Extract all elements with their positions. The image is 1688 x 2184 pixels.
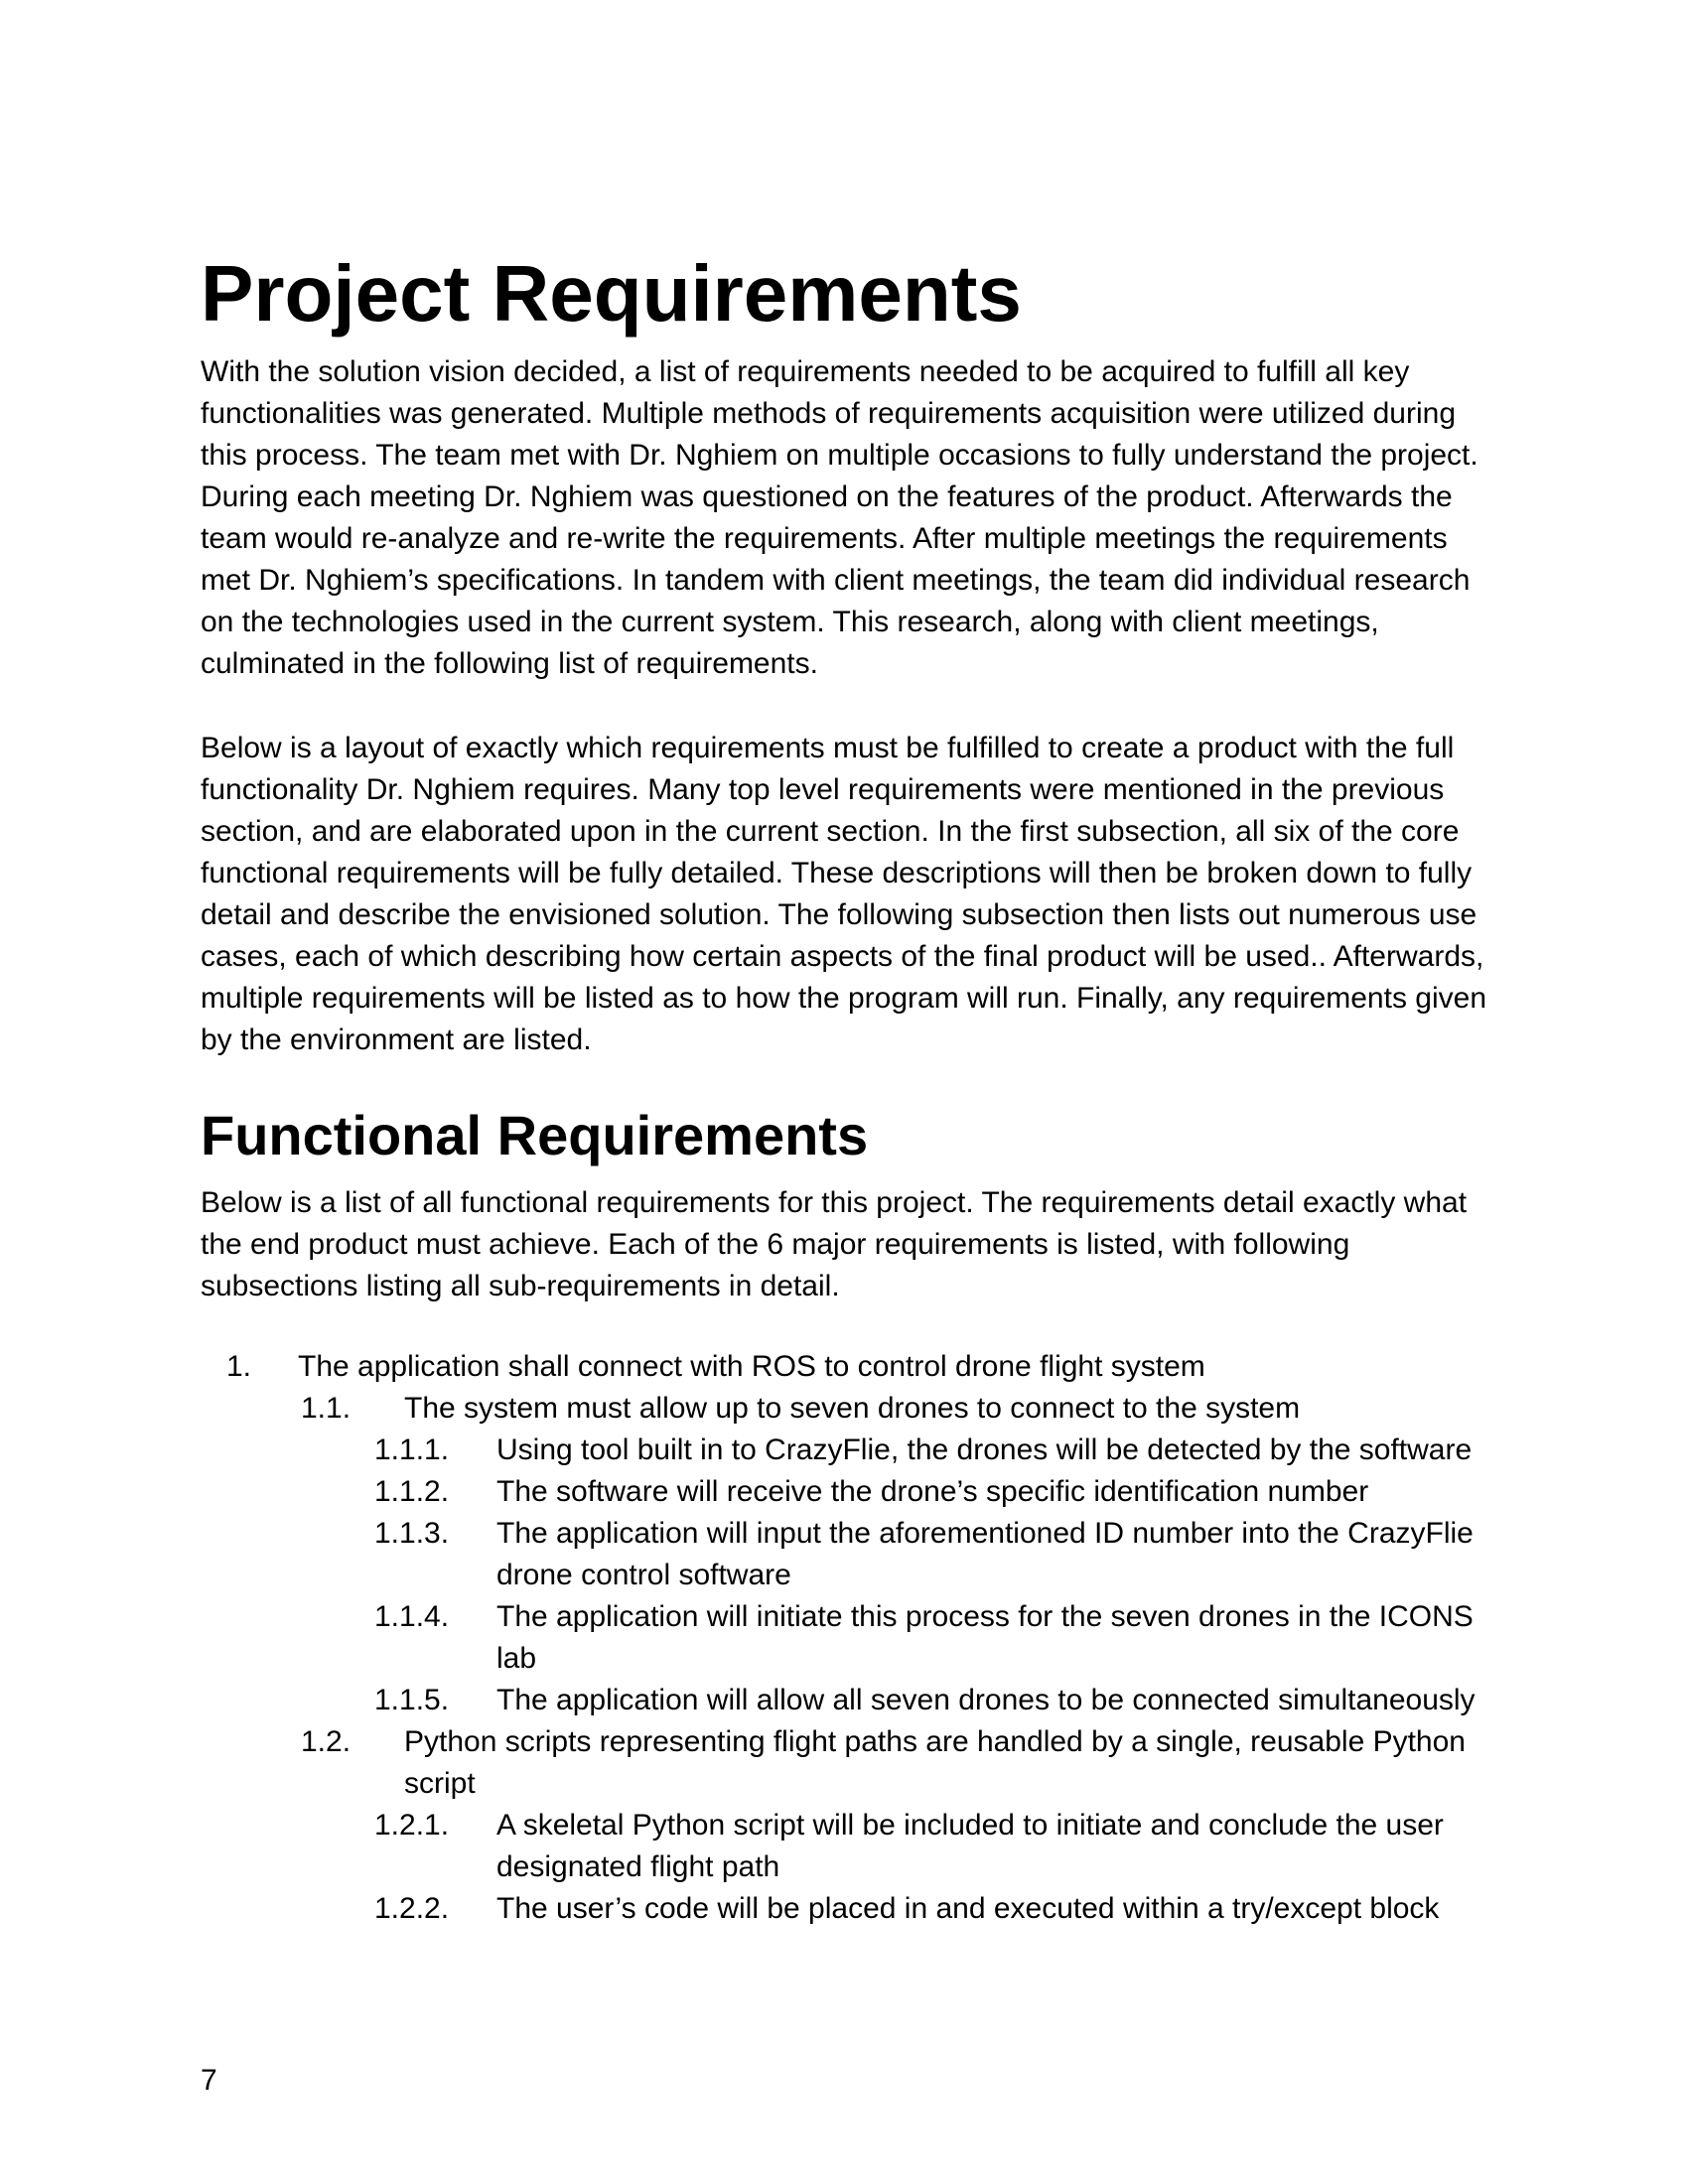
section-paragraph: Below is a list of all functional requirements for this project. The requirements detail exactly what the end product must achieve. Each of the 6 major requirements is listed, with following subsections listing all sub-requirements in detail. [201,1186,1468,1302]
list-item [201,1888,1491,1930]
intro-paragraph-2: Below is a layout of exactly which requirements must be fulfilled to create a product with the full functionality Dr. Nghiem requires. Many top level requirements were mentioned in the previous section, and are elaborated upon in the current section. In the first subsection, all six of the core functional requirements will be fully detailed. These descriptions will then be broken down to fully detail and describe the envisioned solution. The following subsection then lists out numerous use cases, each of which describing how certain aspects of the final product will be used.. Afterwards, multiple requirements will be listed as to how the program will run. Finally, any requirements given by the environment are listed. [201,732,1487,1056]
list-item [201,1805,1491,1888]
list-item-text: The application will input the aforementioned ID number into the CrazyFlie drone control software [496,1517,1474,1591]
list-item-number: 1.1.1. [374,1433,450,1466]
list-item-text: A skeletal Python script will be included to initiate and conclude the user designated flight path [496,1809,1444,1883]
list-item-number: 1.2. [301,1725,352,1758]
list-item-text: Using tool built in to CrazyFlie, the drones will be detected by the software [496,1433,1473,1466]
intro-paragraph-1: With the solution vision decided, a list of requirements needed to be acquired to fulfill all key functionalities was generated. Multiple methods of requirements acquisition were utilized during this process. The team met with Dr. Nghiem on multiple occasions to fully understand the project. During each meeting Dr. Nghiem was questioned on the features of the product. Afterwards the team would re-analyze and re-write the requirements. After multiple meetings the requirements met Dr. Nghiem’s specifications. In tandem with client meetings, the team did individual research on the technologies used in the current system. This research, along with client meetings, culminated in the following list of requirements. [201,355,1478,680]
list-item [201,1346,1491,1388]
list-item-text: The application will allow all seven drones to be connected simultaneously [496,1684,1476,1716]
section-heading: Functional Requirements [201,1104,869,1166]
list-item [201,1471,1491,1513]
list-item-text: Python scripts representing flight paths are handled by a single, reusable Python script [404,1725,1466,1800]
list-item [201,1680,1491,1721]
list-item [201,1513,1491,1596]
list-item-text: The application will initiate this process for the seven drones in the ICONS lab [496,1600,1474,1675]
list-item-number: 1.1.4. [374,1600,450,1633]
list-item-number: 1.1. [301,1392,352,1425]
list-item-text: The system must allow up to seven drones to connect to the system [404,1392,1301,1425]
list-item-number: 1.1.2. [374,1475,450,1508]
list-item-number: 1.1.5. [374,1684,450,1716]
page-number: 7 [201,2064,217,2097]
list-item-number: 1. [226,1350,252,1383]
list-item [201,1721,1491,1805]
list-item-text: The user’s code will be placed in and executed within a try/except block [496,1892,1440,1925]
requirements-list [201,1346,1491,1930]
list-item [201,1430,1491,1471]
list-item-number: 1.1.3. [374,1517,450,1550]
list-item [201,1388,1491,1430]
list-item-text: The software will receive the drone’s specific identification number [496,1475,1369,1508]
list-item [201,1596,1491,1680]
document-title: Project Requirements [201,249,1022,338]
list-item-text: The application shall connect with ROS to control drone flight system [298,1350,1205,1383]
list-item-number: 1.2.1. [374,1809,450,1842]
list-item-number: 1.2.2. [374,1892,450,1925]
